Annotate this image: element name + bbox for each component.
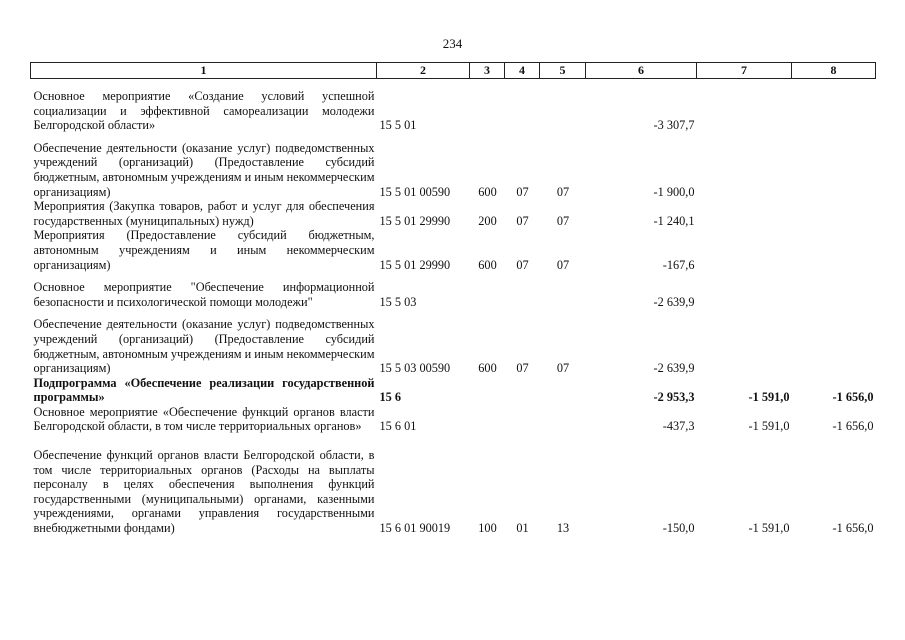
row-col3 xyxy=(470,405,505,434)
row-code: 15 6 01 xyxy=(379,419,417,434)
row-col4 xyxy=(505,89,540,133)
row-col6: -2 639,9 xyxy=(653,361,695,376)
row-description: Обеспечение деятельности (оказание услуг) подведомственных учреждений (организаций) (Предоставление субсидий бюджетным, автономным учреждениям и иным некоммерческим организациям) xyxy=(33,140,375,199)
row-col8 xyxy=(792,141,876,199)
row-description: Основное мероприятие «Обеспечение функций органов власти Белгородской области, в том числе территориальных органов» xyxy=(33,404,375,434)
row-description: Мероприятия (Закупка товаров, работ и услуг для обеспечения государственных (муниципальных) нужд) xyxy=(33,199,375,228)
table-row xyxy=(31,228,876,272)
row-col3: 200 xyxy=(478,213,497,228)
row-col3: 600 xyxy=(478,184,497,199)
budget-table xyxy=(30,62,876,536)
row-code: 15 5 01 xyxy=(379,118,417,133)
row-col7: -1 591,0 xyxy=(748,390,790,405)
col-header-4: 4 xyxy=(505,63,540,79)
row-col7 xyxy=(697,199,792,228)
row-col5: 13 xyxy=(556,521,570,536)
row-col6: -150,0 xyxy=(662,521,695,536)
row-col7 xyxy=(697,89,792,133)
row-col6: -2 639,9 xyxy=(653,294,695,309)
row-col4: 01 xyxy=(516,521,529,536)
row-col3 xyxy=(470,280,505,309)
row-col7 xyxy=(697,317,792,375)
row-col6: -437,3 xyxy=(662,419,695,434)
col-header-3: 3 xyxy=(470,63,505,79)
row-col4 xyxy=(505,405,540,434)
row-col5: 07 xyxy=(556,361,570,376)
table-row xyxy=(31,199,876,228)
row-col4: 07 xyxy=(516,361,529,376)
row-col6: -167,6 xyxy=(662,257,695,272)
row-col5: 07 xyxy=(556,213,570,228)
row-col5 xyxy=(540,405,586,434)
row-code: 15 5 03 xyxy=(379,294,417,309)
table-row xyxy=(31,89,876,133)
row-code: 15 5 03 00590 xyxy=(379,361,451,376)
row-col3: 600 xyxy=(478,257,497,272)
table-row xyxy=(31,405,876,434)
table-row-subprogram xyxy=(31,376,876,405)
row-col3 xyxy=(470,376,505,405)
row-col8 xyxy=(792,228,876,272)
col-header-5: 5 xyxy=(540,63,586,79)
row-col5: 07 xyxy=(556,184,570,199)
col-header-2: 2 xyxy=(377,63,470,79)
table-row xyxy=(31,280,876,309)
row-col4: 07 xyxy=(516,184,529,199)
table-row xyxy=(31,448,876,536)
row-col8 xyxy=(792,199,876,228)
page-number: 234 xyxy=(442,36,463,51)
row-col6: -3 307,7 xyxy=(653,118,695,133)
row-col8 xyxy=(792,89,876,133)
table-row xyxy=(31,141,876,199)
table-row xyxy=(31,317,876,375)
row-col8: -1 656,0 xyxy=(832,521,874,536)
row-col6: -1 900,0 xyxy=(653,184,695,199)
row-col8: -1 656,0 xyxy=(832,419,874,434)
row-description: Основное мероприятие «Создание условий успешной социализации и эффективной самореализации молодежи Белгородской области» xyxy=(33,89,375,133)
row-col5 xyxy=(540,376,586,405)
row-col7: -1 591,0 xyxy=(748,521,790,536)
row-col8 xyxy=(792,280,876,309)
row-code: 15 5 01 29990 xyxy=(379,213,451,228)
row-description: Обеспечение деятельности (оказание услуг) подведомственных учреждений (организаций) (Предоставление субсидий бюджетным, автономным учреждениям и иным некоммерческим организациям) xyxy=(33,317,375,376)
row-col4 xyxy=(505,376,540,405)
row-description: Обеспечение функций органов власти Белгородской области, в том числе территориальных органов (Расходы на выплаты персоналу в целях обеспечения выполнения функций государственными (муниципальными) органами, казенными учреждениями, органами управления государственными внебюджетными фондами) xyxy=(33,448,375,536)
row-col3: 100 xyxy=(478,521,497,536)
row-col7 xyxy=(697,141,792,199)
row-col5 xyxy=(540,280,586,309)
row-col3: 600 xyxy=(478,361,497,376)
row-description: Основное мероприятие "Обеспечение информационной безопасности и психологической помощи молодежи" xyxy=(33,280,375,309)
row-col6: -1 240,1 xyxy=(653,213,695,228)
row-col7 xyxy=(697,228,792,272)
row-col4: 07 xyxy=(516,257,529,272)
row-description: Мероприятия (Предоставление субсидий бюджетным, автономным учреждениям и иным некоммерческим организациям) xyxy=(33,228,375,272)
row-col7: -1 591,0 xyxy=(748,419,790,434)
row-code: 15 5 01 00590 xyxy=(379,184,451,199)
row-col8: -1 656,0 xyxy=(832,390,874,405)
row-col4: 07 xyxy=(516,213,529,228)
row-code: 15 5 01 29990 xyxy=(379,257,451,272)
row-col8 xyxy=(792,317,876,375)
row-col5: 07 xyxy=(556,257,570,272)
col-header-6: 6 xyxy=(586,63,697,79)
row-code: 15 6 xyxy=(379,390,402,405)
row-code: 15 6 01 90019 xyxy=(379,521,451,536)
row-col4 xyxy=(505,280,540,309)
row-description: Подпрограмма «Обеспечение реализации государственной программы» xyxy=(33,375,375,405)
row-col6: -2 953,3 xyxy=(653,390,695,405)
col-header-1: 1 xyxy=(31,63,377,79)
row-col7 xyxy=(697,280,792,309)
col-header-7: 7 xyxy=(697,63,792,79)
row-col3 xyxy=(470,89,505,133)
col-header-8: 8 xyxy=(792,63,876,79)
header-row xyxy=(31,63,876,79)
row-col5 xyxy=(540,89,586,133)
